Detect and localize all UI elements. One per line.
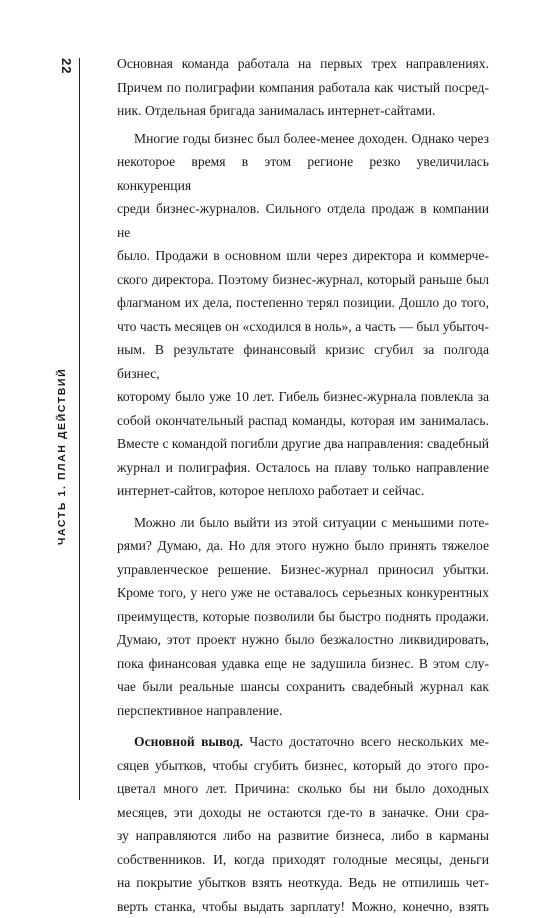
- text-line: зу направляются либо на развитие бизнеса, либо в карманы: [117, 824, 489, 848]
- text-line: интернет-сайтов, которое неплохо работает и сейчас.: [117, 479, 489, 503]
- text-line: месяцев, эти доходы не остаются где-то в заначке. Они сра-: [117, 801, 489, 825]
- text-line: собой окончательный распад команды, которая им занималась.: [117, 409, 489, 433]
- paragraph-2: [117, 127, 489, 503]
- text-line: Вместе с командой погибли другие два направления: свадебный: [117, 432, 489, 456]
- page-number: 22: [59, 58, 74, 74]
- text-line: [117, 730, 489, 754]
- text-line: было. Продажи в основном шли через директора и коммерче-: [117, 244, 489, 268]
- text-line: чае были реальные шансы сохранить свадебный журнал как: [117, 675, 489, 699]
- text-line: что часть месяцев он «сходился в ноль», а часть — был убыточ-: [117, 315, 489, 339]
- text-line: управленческое решение. Бизнес-журнал приносил убытки.: [117, 558, 489, 582]
- text-line: Думаю, этот проект нужно было безжалостно ликвидировать,: [117, 628, 489, 652]
- text-line: Основная команда работала на первых трех направлениях.: [117, 52, 489, 76]
- text-line: флагманом их дела, постепенно терял позиции. Дошло до того,: [117, 291, 489, 315]
- text-line: пока финансовая удавка еще не задушила бизнес. В этом слу-: [117, 652, 489, 676]
- text-line: ник. Отдельная бригада занималась интернет-сайтами.: [117, 99, 489, 123]
- text-line: Кроме того, у него уже не оставалось серьезных конкурентных: [117, 581, 489, 605]
- paragraph-1: [117, 52, 489, 123]
- text-line: сяцев убытков, чтобы сгубить бизнес, который до этого про-: [117, 754, 489, 778]
- text-line: Многие годы бизнес был более-менее доходен. Однако через: [117, 127, 489, 151]
- text-line: ского директора. Поэтому бизнес-журнал, который раньше был: [117, 268, 489, 292]
- conclusion-lead: Основной вывод.: [134, 734, 243, 749]
- text-line: которому было уже 10 лет. Гибель бизнес-журнала повлекла за: [117, 385, 489, 409]
- text-line: некоторое время в этом регионе резко увеличилась конкуренция: [117, 150, 489, 197]
- margin-rule: [79, 58, 80, 800]
- paragraph-3: [117, 511, 489, 723]
- body-text: [117, 52, 489, 918]
- text-line: на покрытие убытков взять неоткуда. Ведь не отпилишь чет-: [117, 871, 489, 895]
- text-line: ным. В результате финансовый кризис сгубил за полгода бизнес,: [117, 338, 489, 385]
- text-line: Причем по полиграфии компания работала как чистый посред-: [117, 76, 489, 100]
- text-run: Часто достаточно всего нескольких ме-: [243, 734, 489, 749]
- text-line: перспективное направление.: [117, 699, 489, 723]
- text-line: верть станка, чтобы выдать зарплату! Можно, конечно, взять: [117, 895, 489, 918]
- running-head: ЧАСТЬ 1. ПЛАН ДЕЙСТВИЙ: [56, 368, 68, 545]
- text-line: журнал и полиграфия. Осталось на плаву только направление: [117, 456, 489, 480]
- text-line: рями? Думаю, да. Но для этого нужно было принять тяжелое: [117, 534, 489, 558]
- paragraph-4: [117, 730, 489, 918]
- text-line: среди бизнес-журналов. Сильного отдела продаж в компании не: [117, 197, 489, 244]
- text-line: Можно ли было выйти из этой ситуации с меньшими поте-: [117, 511, 489, 535]
- text-line: цветал много лет. Причина: сколько бы ни было доходных: [117, 777, 489, 801]
- text-line: собственников. И, когда приходят голодные месяцы, деньги: [117, 848, 489, 872]
- text-line: преимуществ, которые позволили бы быстро поднять продажи.: [117, 605, 489, 629]
